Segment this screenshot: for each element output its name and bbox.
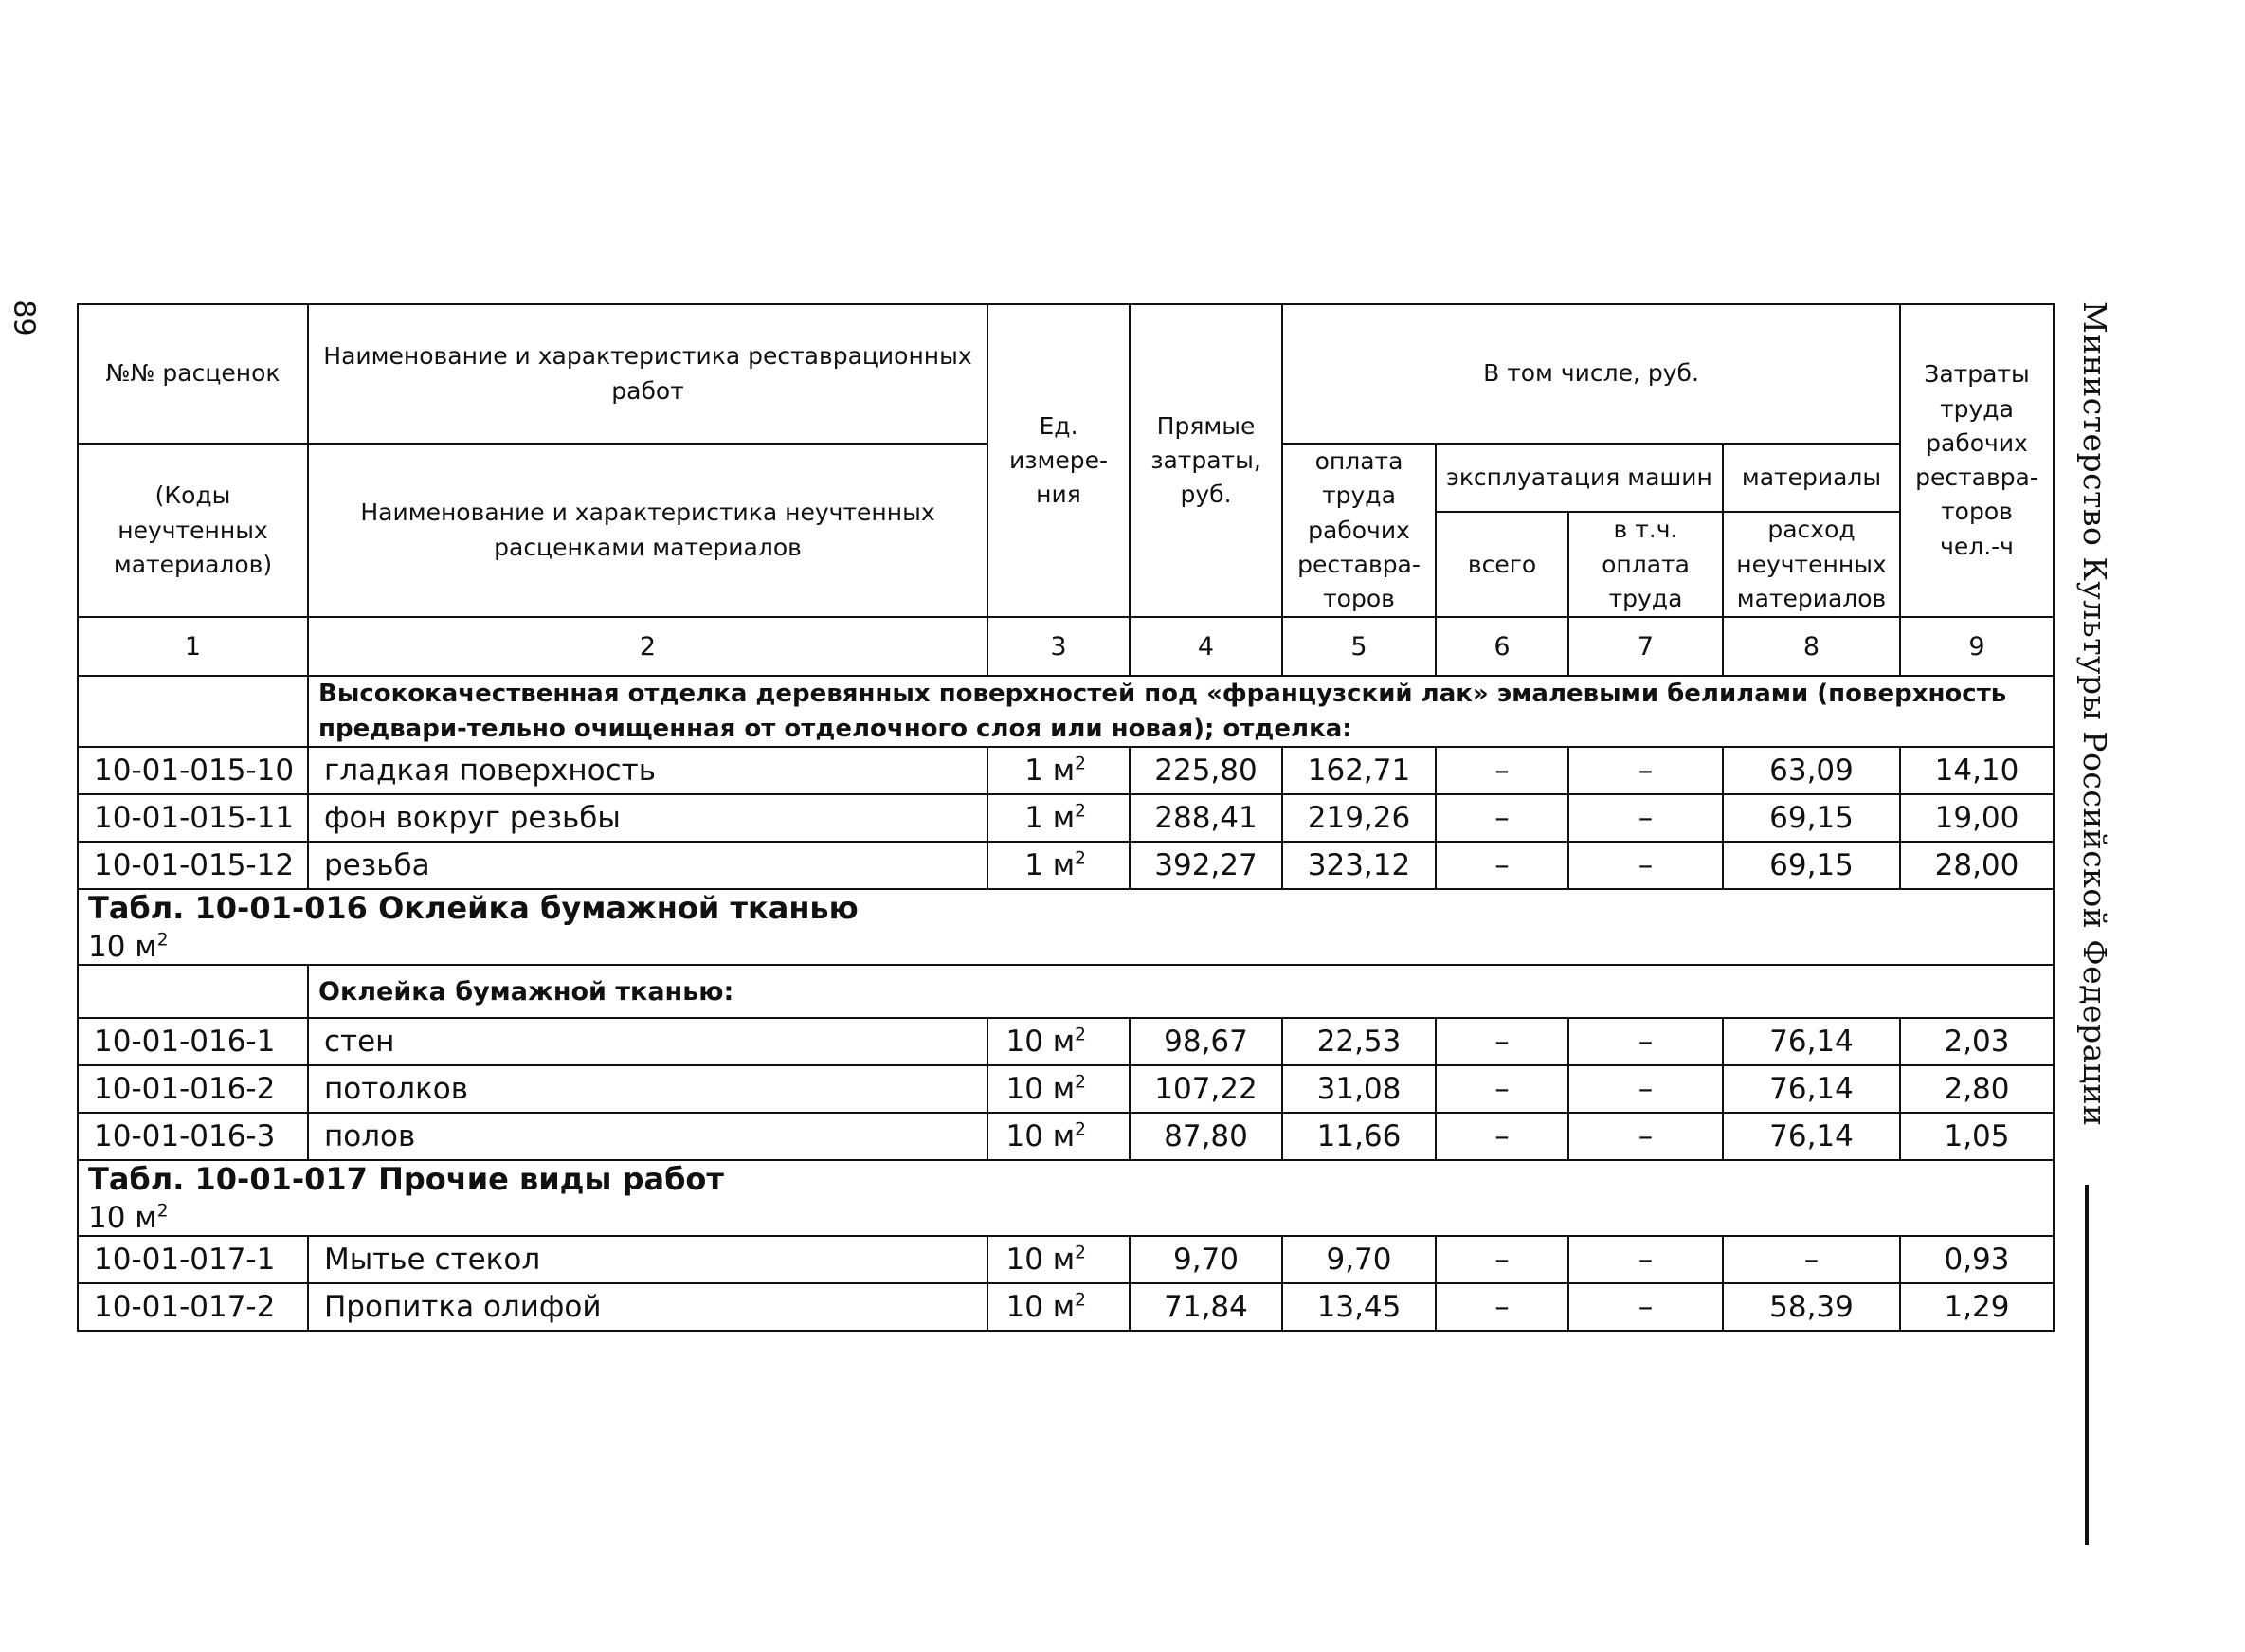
restorer-wages: 219,26 (1282, 794, 1436, 842)
unit-of-measure: 10 $м^2$ (987, 1283, 1130, 1331)
materials-cost: 76,14 (1723, 1018, 1900, 1065)
table-016-caption-cell (78, 889, 2054, 965)
labor-hours: 19,00 (1900, 794, 2054, 842)
table-016-unit: 10 $м^2$ (88, 930, 169, 965)
header-materials: материалы (1723, 444, 1900, 512)
work-name: гладкая поверхность (308, 747, 987, 794)
labor-hours: 2,03 (1900, 1018, 2054, 1065)
price-code: 10-01-017-2 (78, 1283, 308, 1331)
header-name-bottom: Наименование и характеристика неучтенных расценками материалов (308, 444, 987, 617)
machines-total: – (1436, 794, 1568, 842)
header-code-top: №№ расценок (78, 304, 308, 444)
table-row (78, 1018, 2054, 1065)
column-number: 5 (1282, 617, 1436, 676)
direct-costs: 107,22 (1130, 1065, 1282, 1113)
materials-cost: 69,15 (1723, 794, 1900, 842)
table-017-unit: 10 $м^2$ (88, 1201, 169, 1236)
restorer-wages: 31,08 (1282, 1065, 1436, 1113)
restorer-wages: 11,66 (1282, 1113, 1436, 1160)
table-017-caption: Табл. 10-01-017 Прочие виды работ (88, 1161, 724, 1198)
table-row (78, 747, 2054, 794)
machines-labor: – (1568, 1065, 1723, 1113)
unit-of-measure: 10 $м^2$ (987, 1018, 1130, 1065)
machines-total: – (1436, 747, 1568, 794)
direct-costs: 87,80 (1130, 1113, 1282, 1160)
running-head: Министерство Культуры Российской Федерации (2076, 301, 2113, 1127)
header-code-bottom: (Коды неучтенных материалов) (78, 444, 308, 617)
column-number: 9 (1900, 617, 2054, 676)
header-labor-hours: Затраты труда рабочих реставра-торов чел.-ч (1900, 304, 2054, 617)
labor-hours: 14,10 (1900, 747, 2054, 794)
machines-total: – (1436, 1236, 1568, 1283)
table-016-caption-row (78, 889, 2054, 965)
materials-cost: 63,09 (1723, 747, 1900, 794)
table-row (78, 794, 2054, 842)
direct-costs: 9,70 (1130, 1236, 1282, 1283)
labor-hours: 1,05 (1900, 1113, 2054, 1160)
materials-cost: 76,14 (1723, 1065, 1900, 1113)
unit-of-measure: 1 $м^2$ (987, 842, 1130, 889)
restorer-wages: 22,53 (1282, 1018, 1436, 1065)
header-name-top: Наименование и характеристика реставрационных работ (308, 304, 987, 444)
header-machines-total: всего (1436, 512, 1568, 617)
table-row (78, 1113, 2054, 1160)
labor-hours: 0,93 (1900, 1236, 2054, 1283)
materials-cost: 58,39 (1723, 1283, 1900, 1331)
column-number: 2 (308, 617, 987, 676)
column-number: 8 (1723, 617, 1900, 676)
header-row-1 (78, 304, 2054, 444)
price-code: 10-01-015-12 (78, 842, 308, 889)
empty-code-cell (78, 676, 308, 747)
labor-hours: 2,80 (1900, 1065, 2054, 1113)
work-name: потолков (308, 1065, 987, 1113)
price-code: 10-01-015-10 (78, 747, 308, 794)
price-code: 10-01-016-2 (78, 1065, 308, 1113)
header-machines: эксплуатация машин (1436, 444, 1723, 512)
direct-costs: 225,80 (1130, 747, 1282, 794)
table-017-caption-cell (78, 1160, 2054, 1236)
machines-labor: – (1568, 1113, 1723, 1160)
table-row (78, 1065, 2054, 1113)
materials-cost: – (1723, 1236, 1900, 1283)
price-norms-table (77, 303, 2055, 1332)
restorer-wages: 13,45 (1282, 1283, 1436, 1331)
table-row (78, 842, 2054, 889)
machines-total: – (1436, 1283, 1568, 1331)
machines-labor: – (1568, 842, 1723, 889)
header-machines-labor: в т.ч. оплата труда (1568, 512, 1723, 617)
work-name: Пропитка олифой (308, 1283, 987, 1331)
table-017-caption-row (78, 1160, 2054, 1236)
header-unit: Ед. измере-ния (987, 304, 1130, 617)
table-016-subhead: Оклейка бумажной тканью: (308, 965, 2054, 1018)
section-015-title: Высококачественная отделка деревянных поверхностей под «французский лак» эмалевыми белилами (поверхность предвари-тельно очищенная от отделочного слоя или новая); отделка: (308, 676, 2054, 747)
machines-labor: – (1568, 794, 1723, 842)
unit-of-measure: 10 $м^2$ (987, 1113, 1130, 1160)
materials-cost: 76,14 (1723, 1113, 1900, 1160)
labor-hours: 28,00 (1900, 842, 2054, 889)
labor-hours: 1,29 (1900, 1283, 2054, 1331)
unit-of-measure: 10 $м^2$ (987, 1065, 1130, 1113)
header-direct-costs: Прямые затраты, руб. (1130, 304, 1282, 617)
machines-labor: – (1568, 1018, 1723, 1065)
direct-costs: 392,27 (1130, 842, 1282, 889)
machines-labor: – (1568, 747, 1723, 794)
table-016-caption: Табл. 10-01-016 Оклейка бумажной тканью (88, 890, 859, 927)
price-code: 10-01-016-3 (78, 1113, 308, 1160)
work-name: резьба (308, 842, 987, 889)
materials-cost: 69,15 (1723, 842, 1900, 889)
machines-total: – (1436, 1065, 1568, 1113)
work-name: полов (308, 1113, 987, 1160)
direct-costs: 71,84 (1130, 1283, 1282, 1331)
unit-of-measure: 1 $м^2$ (987, 747, 1130, 794)
price-code: 10-01-015-11 (78, 794, 308, 842)
price-code: 10-01-017-1 (78, 1236, 308, 1283)
header-restorer-wages: оплата труда рабочих реставра-торов (1282, 444, 1436, 617)
column-number: 3 (987, 617, 1130, 676)
column-number: 4 (1130, 617, 1282, 676)
machines-total: – (1436, 1113, 1568, 1160)
machines-labor: – (1568, 1236, 1723, 1283)
header-including-group: В том числе, руб. (1282, 304, 1900, 444)
unit-of-measure: 1 $м^2$ (987, 794, 1130, 842)
table-row (78, 1236, 2054, 1283)
empty-code-cell (78, 965, 308, 1018)
running-head-rule (2085, 1185, 2089, 1545)
column-number: 6 (1436, 617, 1568, 676)
table-016-subhead-row (78, 965, 2054, 1018)
direct-costs: 98,67 (1130, 1018, 1282, 1065)
work-name: фон вокруг резьбы (308, 794, 987, 842)
table-row (78, 1283, 2054, 1331)
section-015-title-row (78, 676, 2054, 747)
column-number-row (78, 617, 2054, 676)
restorer-wages: 162,71 (1282, 747, 1436, 794)
unit-of-measure: 10 $м^2$ (987, 1236, 1130, 1283)
work-name: стен (308, 1018, 987, 1065)
header-unaccounted-materials: расход неучтенных материалов (1723, 512, 1900, 617)
direct-costs: 288,41 (1130, 794, 1282, 842)
machines-labor: – (1568, 1283, 1723, 1331)
restorer-wages: 323,12 (1282, 842, 1436, 889)
column-number: 7 (1568, 617, 1723, 676)
work-name: Мытье стекол (308, 1236, 987, 1283)
page-number: 89 (7, 300, 41, 336)
machines-total: – (1436, 1018, 1568, 1065)
column-number: 1 (78, 617, 308, 676)
price-code: 10-01-016-1 (78, 1018, 308, 1065)
restorer-wages: 9,70 (1282, 1236, 1436, 1283)
machines-total: – (1436, 842, 1568, 889)
